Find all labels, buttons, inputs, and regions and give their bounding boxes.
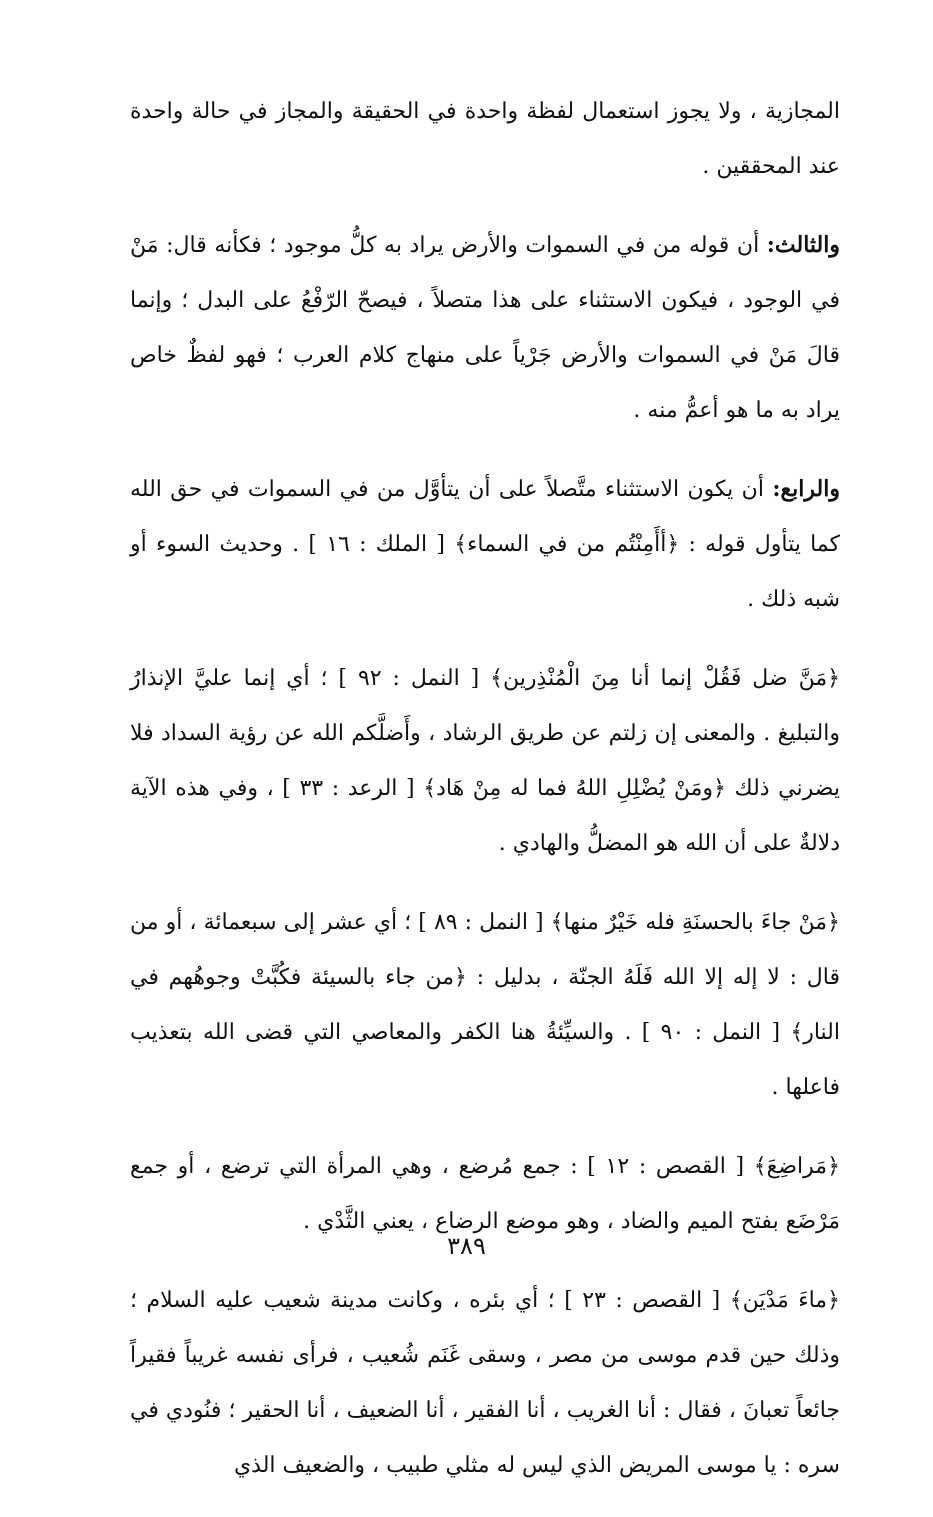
paragraph-5 (130, 895, 840, 1115)
paragraph-2 (130, 218, 840, 438)
page-body (130, 84, 840, 1517)
paragraph-1-text: المجازية ، ولا يجوز استعمال لفظة واحدة في الحقيقة والمجاز في حالة واحدة عند المحققين . (130, 99, 840, 179)
paragraph-4 (130, 651, 840, 871)
paragraph-7 (130, 1273, 840, 1493)
paragraph-3-text: أن يكون الاستثناء متَّصلاً على أن يتأوَّل من في السموات في حق الله كما يتأول قوله : ﴿أأَمِنْتُم من في السماء﴾ [ الملك : ١٦ ] . وحديث السوء أو شبه ذلك . (130, 477, 840, 612)
paragraph-6-text: ﴿مَراضِعَ﴾ [ القصص : ١٢ ] : جمع مُرضع ، وهي المرأة التي ترضع ، أو جمع مَرْضَع بفتح الميم والضاد ، وهو موضع الرضاع ، يعني الثَّدْي . (130, 1154, 840, 1234)
paragraph-1 (130, 84, 840, 194)
paragraph-2-text: أن قوله من في السموات والأرض يراد به كلُّ موجود ؛ فكأنه قال: مَنْ في الوجود ، فيكون الاستثناء على هذا متصلاً ، فيصحّ الرّفْعُ على البدل ؛ وإنما قالَ مَنْ في السموات والأرض جَرْياً على منهاج كلام العرب ؛ فهو لفظٌ خاص يراد به ما هو أعمُّ منه . (130, 233, 840, 423)
paragraph-2-lead: والثالث: (766, 232, 840, 258)
paragraph-7-text: ﴿ماءَ مَدْيَن﴾ [ القصص : ٢٣ ] ؛ أي بئره ، وكانت مدينة شعيب عليه السلام ؛ وذلك حين قدم موسى من مصر ، وسقى غَنَم شُعيب ، فرأى نفسه غريباً فقيراً جائعاً تعبانَ ، فقال : أنا الغريب ، أنا الفقير ، أنا الضعيف ، أنا الحقير ؛ فنُودي في سره : يا موسى المريض الذي ليس له مثلي طبيب ، والضعيف الذي (130, 1288, 840, 1478)
paragraph-3 (130, 462, 840, 627)
page-number: ٣٨٩ (447, 1232, 486, 1260)
paragraph-4-text: ﴿مَنَّ ضل فَقُلْ إنما أنا مِنَ الْمُنْذِرين﴾ [ النمل : ٩٢ ] ؛ أي إنما عليَّ الإنذارُ والتبليغ . والمعنى إن زلتم عن طريق الرشاد ، وأَضلَّكم الله عن رؤية السداد فلا يضرني ذلك ﴿ومَنْ يُضْلِلِ اللهُ فما له مِنْ هَاد﴾ [ الرعد : ٣٣ ] ، وفي هذه الآية دلالةٌ على أن الله هو المضلُّ والهادي . (130, 666, 840, 856)
paragraph-5-text: ﴿مَنْ جاءَ بالحسنَةِ فله خَيْرٌ منها﴾ [ النمل : ٨٩ ] ؛ أي عشر إلى سبعمائة ، أو من قال : لا إله إلا الله فَلَهُ الجنّة ، بدليل : ﴿من جاء بالسيئة فكُبَّتْ وجوهُهم في النار﴾ [ النمل : ٩٠ ] . والسيِّئةُ هنا الكفر والمعاصي التي قضى الله بتعذيب فاعلها . (130, 910, 840, 1100)
paragraph-3-lead: والرابع: (772, 476, 840, 502)
